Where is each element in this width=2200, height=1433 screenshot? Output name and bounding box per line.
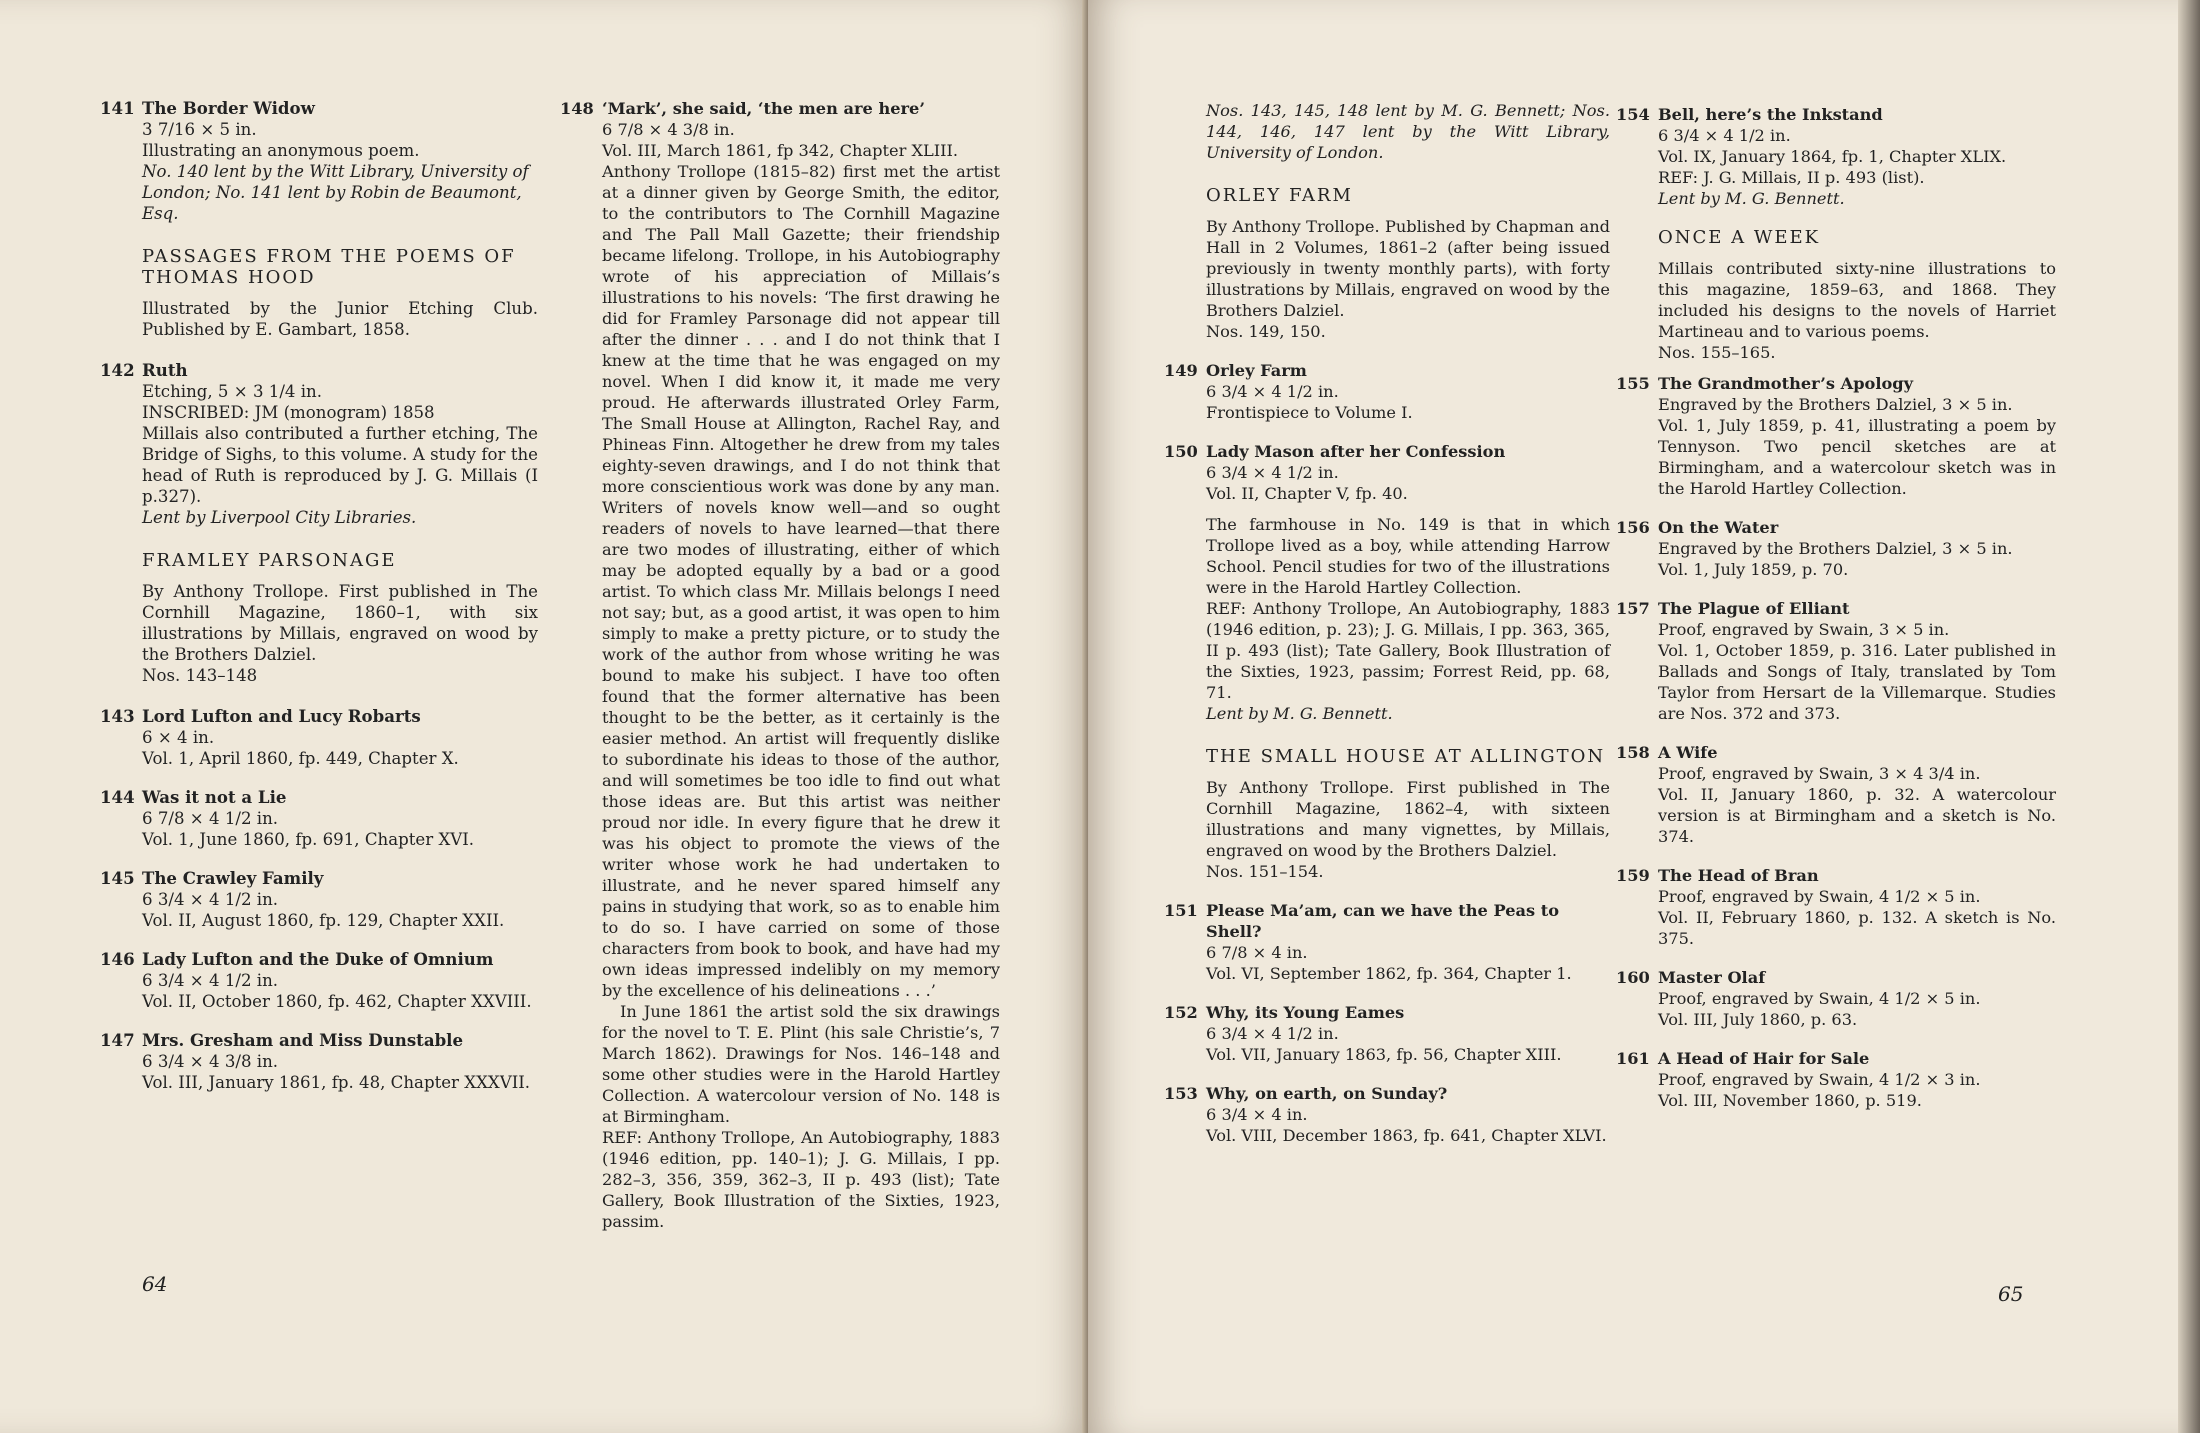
- section-heading: THE SMALL HOUSE AT ALLINGTON: [1206, 746, 1606, 767]
- catalogue-entry-159: [1616, 865, 2056, 949]
- catalogue-entry-152: [1164, 1002, 1610, 1065]
- entry-number: 144: [100, 787, 135, 807]
- entry-lender: Lent by Liverpool City Libraries.: [142, 508, 417, 527]
- entry-dimensions: 3 7/16 × 5 in.: [142, 120, 257, 139]
- entry-number: 157: [1616, 599, 1650, 618]
- entry-reference: Vol. 1, April 1860, fp. 449, Chapter X.: [142, 749, 459, 768]
- entry-dimensions: 6 7/8 × 4 in.: [1206, 943, 1308, 962]
- section-heading: PASSAGES FROM THE POEMS OF THOMAS HOOD: [142, 246, 516, 288]
- entry-number: 148: [560, 99, 594, 118]
- entry-reference: Vol. II, Chapter V, fp. 40.: [1206, 484, 1408, 503]
- entry-number: 145: [100, 868, 135, 888]
- section-body: By Anthony Trollope. Published by Chapman and Hall in 2 Volumes, 1861–2 (after being issued previously in twenty monthly parts), with forty illustrations by Millais, engraved on wood by the Brothers Dalziel.: [1206, 217, 1610, 320]
- entry-reference: Vol. III, July 1860, p. 63.: [1658, 1010, 1858, 1029]
- entry-reference: Vol. 1, June 1860, fp. 691, Chapter XVI.: [142, 830, 475, 849]
- catalogue-entry-157: [1616, 598, 2056, 724]
- catalogue-entry-150: [1164, 441, 1610, 724]
- entry-dimensions: 6 7/8 × 4 3/8 in.: [602, 120, 735, 139]
- right-column-2: [1616, 104, 2056, 1129]
- entry-reference: Vol. VI, September 1862, fp. 364, Chapter 1.: [1206, 964, 1572, 983]
- entry-number: 150: [1164, 442, 1198, 461]
- entry-number: 153: [1164, 1084, 1198, 1103]
- left-page: [0, 0, 1088, 1433]
- section-numbers: Nos. 149, 150.: [1206, 322, 1326, 341]
- entry-reference: Vol. III, January 1861, fp. 48, Chapter XXXVII.: [142, 1073, 531, 1092]
- entry-commentary: Anthony Trollope (1815–82) first met the artist at a dinner given by George Smith, the editor, to the contributors to The Cornhill Magazine and The Pall Mall Gazette; their friendship became lifelong. Trollope, in his Autobiography wrote of his appreciation of Millais’s illustrations to his novels: ‘The first drawing he did for Framley Parsonage did not appear till after the dinner . . . and I do not think that I knew at the time that he was engaged on my novel. When I did know it, it made me very proud. He afterwards illustrated Orley Farm, The Small House at Allington, Rachel Ray, and Phineas Finn. Altogether he drew from my tales eighty-seven drawings, and I do not think that more conscientious work was done by any man. Writers of novels know well—and so ought readers of novels to have learned—that there are two modes of illustrating, either of which may be adopted equally by a bad or a good artist. To which class Mr. Millais belongs I need not say; but, as a good artist, it was open to him simply to make a pretty picture, or to study the work of the author from whose writing he was bound to make his subject. I have too often found that the former alternative has been thought to be the better, as it certainly is the easier method. An artist will frequently dislike to subordinate his ideas to those of the author, and will sometimes be too idle to find out what those ideas are. But this artist was neither proud nor idle. In every figure that he drew it was his object to promote the views of the writer whose work he had undertaken to illustrate, and he never spared himself any pains in studying that work, so as to enable him to do so. I have carried on some of those characters from book to book, and have had my own ideas impressed indelibly on my memory by the excellence of his delineations . . .’: [602, 162, 1000, 1000]
- catalogue-entry-141: [100, 98, 538, 224]
- entry-reference: Vol. 1, October 1859, p. 316. Later published in Ballads and Songs of Italy, translated by Tom Taylor from Hersart de la Villemarque. Studies are Nos. 372 and 373.: [1658, 641, 2056, 723]
- section-numbers: Nos. 151–154.: [1206, 862, 1324, 881]
- entry-provenance: In June 1861 the artist sold the six drawings for the novel to T. E. Plint (his sale Christie’s, 7 March 1862). Drawings for Nos. 146–148 and some other studies were in the Harold Hartley Collection. A watercolour version of No. 148 is at Birmingham.: [602, 1002, 1000, 1126]
- section-body: Illustrated by the Junior Etching Club. Published by E. Gambart, 1858.: [142, 299, 538, 339]
- entry-engraving: Engraved by the Brothers Dalziel, 3 × 5 in.: [1658, 539, 2013, 558]
- left-column-1: [100, 98, 538, 1111]
- entry-dimensions: 6 3/4 × 4 in.: [1206, 1105, 1308, 1124]
- entry-dimensions: 6 7/8 × 4 1/2 in.: [142, 809, 279, 828]
- right-column-1: [1164, 100, 1610, 1164]
- entry-references: REF: J. G. Millais, II p. 493 (list).: [1658, 168, 1925, 187]
- entry-dimensions: 6 3/4 × 4 1/2 in.: [142, 890, 279, 909]
- entry-title: ‘Mark’, she said, ‘the men are here’: [602, 99, 925, 118]
- entry-number: 141: [100, 98, 135, 118]
- entry-number: 159: [1616, 866, 1650, 885]
- section-heading: ORLEY FARM: [1206, 185, 1353, 206]
- catalogue-entry-144: [100, 787, 538, 850]
- entry-reference: Vol. II, August 1860, fp. 129, Chapter XXII.: [142, 911, 505, 930]
- entry-lender: Lent by M. G. Bennett.: [1658, 189, 1845, 208]
- section-hood: [100, 246, 538, 340]
- entry-reference: Frontispiece to Volume I.: [1206, 403, 1413, 422]
- entry-title: A Wife: [1658, 743, 1718, 762]
- entry-number: 146: [100, 949, 135, 969]
- entry-references: REF: Anthony Trollope, An Autobiography, 1883 (1946 edition, pp. 140–1); J. G. Millais, I pp. 282–3, 356, 359, 362–3, II p. 493 (list); Tate Gallery, Book Illustration of the Sixties, 1923, passim.: [602, 1128, 1000, 1231]
- entry-reference: Vol. 1, July 1859, p. 70.: [1658, 560, 1849, 579]
- section-numbers: Nos. 155–165.: [1658, 343, 1776, 362]
- catalogue-entry-146: [100, 949, 538, 1012]
- entry-number: 143: [100, 706, 135, 726]
- entry-reference: Vol. III, November 1860, p. 519.: [1658, 1091, 1922, 1110]
- entry-dimensions: Etching, 5 × 3 1/4 in.: [142, 382, 323, 401]
- entry-title: The Head of Bran: [1658, 866, 1819, 885]
- section-framley: [100, 550, 538, 686]
- entry-reference: Vol. II, February 1860, p. 132. A sketch is No. 375.: [1658, 908, 2056, 948]
- entry-dimensions: 6 3/4 × 4 1/2 in.: [1658, 126, 1791, 145]
- entry-title: The Border Widow: [142, 98, 315, 118]
- entry-title: The Grandmother’s Apology: [1658, 374, 1914, 393]
- catalogue-entry-145: [100, 868, 538, 931]
- section-heading: ONCE A WEEK: [1658, 227, 1821, 248]
- entry-lender: No. 140 lent by the Witt Library, University of London; No. 141 lent by Robin de Beaumont, Esq.: [142, 162, 529, 223]
- section-heading: FRAMLEY PARSONAGE: [142, 550, 397, 571]
- entry-engraving: Proof, engraved by Swain, 3 × 5 in.: [1658, 620, 1950, 639]
- entry-number: 161: [1616, 1049, 1650, 1068]
- page-edge: [2178, 0, 2200, 1433]
- catalogue-entry-160: [1616, 967, 2056, 1030]
- catalogue-entry-151: [1164, 900, 1610, 984]
- entry-number: 158: [1616, 743, 1650, 762]
- entry-dimensions: 6 3/4 × 4 1/2 in.: [1206, 1024, 1339, 1043]
- entry-title: A Head of Hair for Sale: [1658, 1049, 1870, 1068]
- entry-title: Why, its Young Eames: [1206, 1003, 1405, 1022]
- entry-inscription: INSCRIBED: JM (monogram) 1858: [142, 403, 435, 422]
- catalogue-entry-142: [100, 360, 538, 528]
- entry-title: Bell, here’s the Inkstand: [1658, 105, 1883, 124]
- catalogue-entry-148: [560, 98, 1000, 1232]
- section-once-a-week: [1616, 227, 2056, 363]
- entry-engraving: Proof, engraved by Swain, 4 1/2 × 3 in.: [1658, 1070, 1981, 1089]
- section-numbers: Nos. 143–148: [142, 666, 258, 685]
- section-body: By Anthony Trollope. First published in The Cornhill Magazine, 1860–1, with six illustrations by Millais, engraved on wood by the Brothers Dalziel.: [142, 582, 538, 664]
- entry-note: Millais also contributed a further etching, The Bridge of Sighs, to this volume. A study for the head of Ruth is reproduced by J. G. Millais (I p.327).: [142, 424, 538, 506]
- entry-number: 152: [1164, 1003, 1198, 1022]
- entry-reference: Vol. 1, July 1859, p. 41, illustrating a poem by Tennyson. Two pencil sketches are at Birmingham, and a watercolour sketch was in the Harold Hartley Collection.: [1658, 416, 2056, 498]
- entry-dimensions: 6 × 4 in.: [142, 728, 215, 747]
- entry-title: Lady Lufton and the Duke of Omnium: [142, 949, 494, 969]
- catalogue-entry-156: [1616, 517, 2056, 580]
- entry-title: Lady Mason after her Confession: [1206, 442, 1506, 461]
- right-page: [1088, 0, 2200, 1433]
- entry-note: Illustrating an anonymous poem.: [142, 141, 420, 160]
- entry-reference: Vol. IX, January 1864, fp. 1, Chapter XLIX.: [1658, 147, 2007, 166]
- entry-number: 160: [1616, 968, 1650, 987]
- entry-title: Orley Farm: [1206, 361, 1307, 380]
- catalogue-entry-147: [100, 1030, 538, 1093]
- catalogue-entry-161: [1616, 1048, 2056, 1111]
- entry-number: 147: [100, 1030, 135, 1050]
- entry-title: Why, on earth, on Sunday?: [1206, 1084, 1448, 1103]
- entry-references: REF: Anthony Trollope, An Autobiography, 1883 (1946 edition, p. 23); J. G. Millais, I pp. 363, 365, II p. 493 (list); Tate Gallery, Book Illustration of the Sixties, 1923, passim; Forrest Reid, pp. 68, 71.: [1206, 599, 1610, 702]
- catalogue-entry-143: [100, 706, 538, 769]
- catalogue-entry-149: [1164, 360, 1610, 423]
- entry-engraving: Proof, engraved by Swain, 4 1/2 × 5 in.: [1658, 887, 1981, 906]
- entry-reference: Vol. VIII, December 1863, fp. 641, Chapter XLVI.: [1206, 1126, 1607, 1145]
- entry-title: Ruth: [142, 360, 188, 380]
- section-body: By Anthony Trollope. First published in The Cornhill Magazine, 1862–4, with sixteen illustrations and many vignettes, by Millais, engraved on wood by the Brothers Dalziel.: [1206, 778, 1610, 860]
- entry-title: The Crawley Family: [142, 868, 324, 888]
- left-column-2: [560, 98, 1000, 1250]
- entry-commentary: The farmhouse in No. 149 is that in which Trollope lived as a boy, while attending Harrow School. Pencil studies for two of the illustrations were in the Harold Hartley Collection.: [1206, 515, 1610, 597]
- entry-title: Please Ma’am, can we have the Peas to Shell?: [1206, 901, 1560, 941]
- entry-reference: Vol. VII, January 1863, fp. 56, Chapter XIII.: [1206, 1045, 1562, 1064]
- catalogue-entry-153: [1164, 1083, 1610, 1146]
- entry-number: 151: [1164, 901, 1198, 920]
- entry-reference: Vol. II, October 1860, fp. 462, Chapter XXVIII.: [142, 992, 532, 1011]
- entry-title: Was it not a Lie: [142, 787, 287, 807]
- section-small-house: [1164, 746, 1610, 882]
- entry-engraving: Proof, engraved by Swain, 3 × 4 3/4 in.: [1658, 764, 1981, 783]
- entry-title: Mrs. Gresham and Miss Dunstable: [142, 1030, 464, 1050]
- entry-engraving: Engraved by the Brothers Dalziel, 3 × 5 in.: [1658, 395, 2013, 414]
- entry-engraving: Proof, engraved by Swain, 4 1/2 × 5 in.: [1658, 989, 1981, 1008]
- entry-number: 154: [1616, 105, 1650, 124]
- entry-title: The Plague of Elliant: [1658, 599, 1850, 618]
- entry-dimensions: 6 3/4 × 4 1/2 in.: [1206, 463, 1339, 482]
- section-orley-farm: [1164, 185, 1610, 342]
- entry-number: 149: [1164, 361, 1198, 380]
- section-body: Millais contributed sixty-nine illustrations to this magazine, 1859–63, and 1868. They included his designs to the novels of Harriet Martineau and to various poems.: [1658, 259, 2056, 341]
- entry-dimensions: 6 3/4 × 4 1/2 in.: [142, 971, 279, 990]
- entry-number: 142: [100, 360, 135, 380]
- page-number-left: 64: [142, 1272, 168, 1296]
- page-number-right: 65: [1998, 1282, 2024, 1306]
- entry-reference: Vol. III, March 1861, fp 342, Chapter XLIII.: [602, 141, 959, 160]
- entry-reference: Vol. II, January 1860, p. 32. A watercolour version is at Birmingham and a sketch is No. 374.: [1658, 785, 2056, 846]
- catalogue-entry-158: [1616, 742, 2056, 847]
- entry-title: Master Olaf: [1658, 968, 1766, 987]
- entry-dimensions: 6 3/4 × 4 1/2 in.: [1206, 382, 1339, 401]
- entry-number: 156: [1616, 518, 1650, 537]
- catalogue-entry-154: [1616, 104, 2056, 209]
- catalogue-entry-155: [1616, 373, 2056, 499]
- entry-title: On the Water: [1658, 518, 1779, 537]
- entry-number: 155: [1616, 374, 1650, 393]
- entry-title: Lord Lufton and Lucy Robarts: [142, 706, 421, 726]
- entry-lender: Lent by M. G. Bennett.: [1206, 704, 1393, 723]
- entry-dimensions: 6 3/4 × 4 3/8 in.: [142, 1052, 279, 1071]
- lender-note: Nos. 143, 145, 148 lent by M. G. Bennett; Nos. 144, 146, 147 lent by the Witt Library, University of London.: [1206, 101, 1610, 162]
